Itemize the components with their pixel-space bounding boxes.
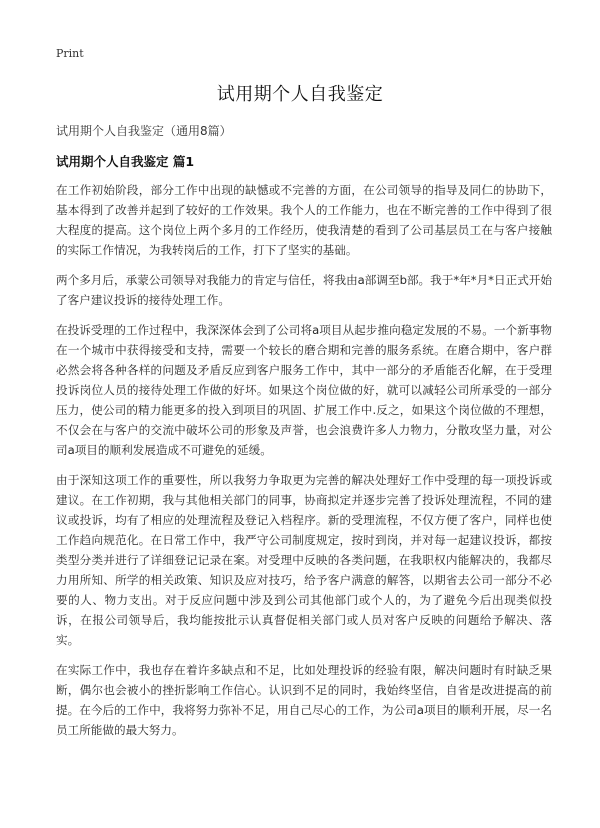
paragraph-4: 由于深知这项工作的重要性，所以我努力争取更为完善的解决处理好工作中受理的每一项投诉或建议。在工作初期，我与其他相关部门的同事，协商拟定并逐步完善了投诉处理流程，不同的建议或投诉，均有了相应的处理流程及登记入档程序。新的受理流程，不仅方便了客户，同样也使工作趋向规范化。在日常工作中，我严守公司制度规定，按时到岗，并对每一起建议投诉，都按类型分类并进行了详细登记记录在案。对受理中反映的各类问题，在我职权内能解决的，我都尽力用所知、所学的相关政策、知识及应对技巧，给予客户满意的解答，以期省去公司一部分不必要的人、物力支出。对于反应问题中涉及到公司其他部门或个人的，为了避免今后出现类似投诉，在报公司领导后，我均能按批示认真督促相关部门或人员对客户反映的问题给予解决、落实。	[56, 473, 552, 647]
print-link[interactable]: Print	[56, 47, 84, 60]
paragraph-2: 两个多月后，承蒙公司领导对我能力的肯定与信任，将我由a部调至b部。我于*年*月*日正式开始了客户建议投诉的接待处理工作。	[56, 273, 552, 307]
section-heading: 试用期个人自我鉴定 篇1	[56, 154, 195, 169]
paragraph-3: 在投诉受理的工作过程中，我深深体会到了公司将a项目从起步推向稳定发展的不易。一个新事物在一个城市中获得接受和支持，需要一个较长的磨合期和完善的服务系统。在磨合期中，客户群必然会将各种各样的问题及矛盾反应到客户服务工作中，其中一部分的矛盾能否化解，在于受理投诉岗位人员的接待处理工作做的好坏。如果这个岗位做的好，就可以减轻公司所承受的一部分压力，使公司的精力能更多的投入到项目的巩固、扩展工作中.反之，如果这个岗位做的不理想，不仅会在与客户的交流中破坏公司的形象及声誉，也会浪费许多人力物力，分散攻坚力量，对公司a项目的顺利发展造成不可避免的延缓。	[56, 323, 552, 457]
paragraph-5: 在实际工作中，我也存在着许多缺点和不足，比如处理投诉的经验有限，解决问题时有时缺乏果断，偶尔也会被小的挫折影响工作信心。认识到不足的同时，我始终坚信，自省是改进提高的前提。在今后的工作中，我将努力弥补不足，用自己尽心的工作，为公司a项目的顺利开展，尽一名员工所能做的最大努力。	[56, 663, 552, 737]
article-body	[56, 180, 552, 750]
document-subtitle: 试用期个人自我鉴定（通用8篇）	[56, 124, 232, 138]
page-title: 试用期个人自我鉴定	[216, 84, 384, 105]
paragraph-1: 在工作初始阶段，部分工作中出现的缺憾或不完善的方面，在公司领导的指导及同仁的协助下，基本得到了改善并起到了较好的工作效果。我个人的工作能力，也在不断完善的工作中得到了很大程度的提高。这个岗位上两个多月的工作经历，使我清楚的看到了公司基层员工在与客户接触的实际工作情况，为我转岗后的工作，打下了坚实的基础。	[56, 183, 552, 257]
